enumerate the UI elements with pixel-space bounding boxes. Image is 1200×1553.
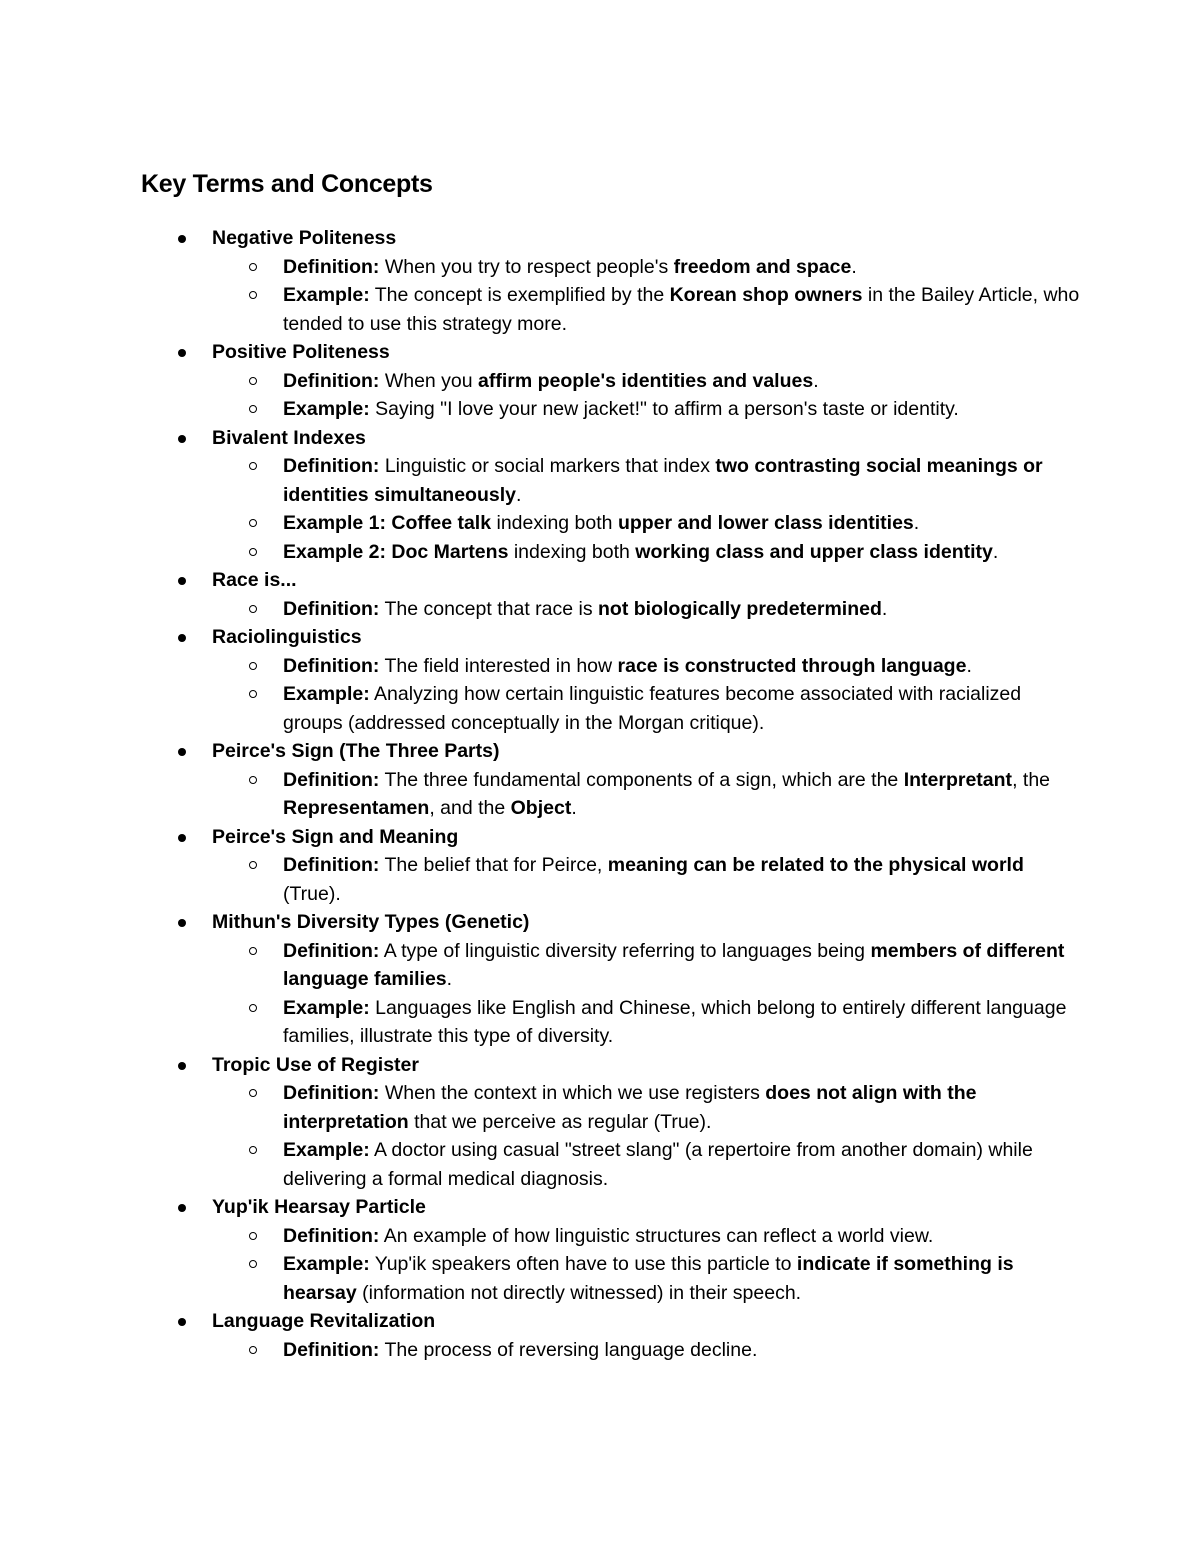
term-detail-item — [0, 509, 1200, 538]
term-details-list — [0, 1336, 1200, 1365]
detail-text: . — [813, 369, 819, 392]
term-item — [0, 1051, 1200, 1194]
term-heading — [0, 1307, 1200, 1336]
detail-text: Saying "I love your new jacket!" to affirm a person's taste or identity. — [369, 398, 959, 420]
detail-text: When the context in which we use registers — [379, 1082, 766, 1104]
detail-text: The concept is exemplified by the — [369, 284, 670, 306]
bold-text: freedom and space — [673, 255, 852, 278]
bold-text: members of different language families — [283, 939, 1065, 990]
bold-text: Object — [510, 797, 572, 819]
filled-bullet-icon — [178, 1318, 186, 1326]
term-heading — [0, 908, 1200, 937]
bold-text: Definition: — [283, 455, 380, 477]
term-details-list — [0, 766, 1200, 823]
term-detail-item — [0, 994, 1200, 1051]
bold-text: Definition: — [283, 854, 380, 876]
hollow-bullet-icon — [249, 548, 257, 556]
term-detail-item — [0, 766, 1200, 823]
term-heading — [0, 623, 1200, 652]
bold-text: Example 2: Doc Martens — [283, 540, 509, 563]
hollow-bullet-icon — [249, 462, 257, 470]
bold-text: Example: — [283, 1253, 370, 1275]
term-detail-item — [0, 281, 1200, 338]
bold-text: working class and upper class identity — [635, 540, 993, 563]
term-item — [0, 224, 1200, 338]
term-label: Language Revitalization — [212, 1310, 436, 1332]
detail-text: A type of linguistic diversity referring to languages being — [379, 939, 871, 962]
term-details-list — [0, 851, 1200, 908]
detail-text: Linguistic or social markers that index — [379, 455, 716, 477]
bold-text: meaning can be related to the physical world — [607, 854, 1024, 876]
term-details-list — [0, 1222, 1200, 1308]
filled-bullet-icon — [178, 349, 186, 357]
bold-text: affirm people's identities and values — [478, 369, 814, 392]
detail-text: in the Bailey Article, who tended to use this strategy more. — [283, 284, 1080, 335]
detail-text: The concept that race is — [379, 597, 599, 620]
term-details-list — [0, 452, 1200, 566]
hollow-bullet-icon — [249, 1089, 257, 1097]
page-title: Key Terms and Concepts — [141, 170, 433, 198]
hollow-bullet-icon — [249, 1146, 257, 1154]
hollow-bullet-icon — [249, 1346, 257, 1354]
term-detail-item — [0, 1250, 1200, 1307]
term-details-list — [0, 1079, 1200, 1193]
term-detail-item — [0, 1222, 1200, 1251]
detail-text: Languages like English and Chinese, which belong to entirely different language families, illustrate this type of diversity. — [283, 996, 1067, 1047]
bold-text: upper and lower class identities — [617, 512, 914, 534]
filled-bullet-icon — [178, 748, 186, 756]
term-item — [0, 424, 1200, 567]
detail-text: . — [966, 654, 972, 677]
bold-text: race is constructed through language — [617, 654, 967, 677]
term-label: Negative Politeness — [212, 227, 397, 249]
detail-text: , the — [1012, 768, 1051, 791]
bold-text: Example: — [283, 398, 370, 420]
term-label: Tropic Use of Register — [212, 1053, 419, 1076]
bold-text: two contrasting social meanings or identities simultaneously — [283, 455, 1043, 506]
term-details-list — [0, 367, 1200, 424]
detail-text: When you — [379, 369, 479, 392]
filled-bullet-icon — [178, 634, 186, 642]
hollow-bullet-icon — [249, 377, 257, 385]
detail-text: , and the — [429, 797, 511, 819]
bold-text: not biologically predetermined — [598, 597, 882, 620]
term-detail-item — [0, 851, 1200, 908]
detail-text: (information not directly witnessed) in their speech. — [356, 1281, 802, 1304]
filled-bullet-icon — [178, 834, 186, 842]
term-heading — [0, 823, 1200, 852]
detail-text: Yup'ik speakers often have to use this particle to — [369, 1253, 797, 1275]
filled-bullet-icon — [178, 919, 186, 927]
detail-text: The field interested in how — [379, 654, 618, 677]
detail-text: Analyzing how certain linguistic features become associated with racialized groups (addressed conceptually in the Morgan critique). — [283, 683, 1022, 734]
term-details-list — [0, 595, 1200, 624]
detail-text: The three fundamental components of a sign, which are the — [379, 768, 904, 791]
term-detail-item — [0, 452, 1200, 509]
detail-text: indexing both — [508, 540, 636, 563]
term-heading — [0, 1193, 1200, 1222]
term-item — [0, 623, 1200, 737]
bold-text: indicate if something is hearsay — [283, 1253, 1014, 1304]
term-label: Peirce's Sign and Meaning — [212, 825, 459, 848]
bold-text: Example: — [283, 284, 370, 306]
term-label: Raciolinguistics — [212, 626, 362, 648]
detail-text: The belief that for Peirce, — [379, 854, 608, 876]
hollow-bullet-icon — [249, 690, 257, 698]
bold-text: does not align with the interpretation — [283, 1082, 977, 1133]
term-label: Yup'ik Hearsay Particle — [212, 1196, 426, 1218]
term-item — [0, 823, 1200, 909]
term-detail-item — [0, 367, 1200, 396]
hollow-bullet-icon — [249, 1260, 257, 1268]
detail-text: . — [446, 968, 453, 990]
detail-text: The process of reversing language decline. — [379, 1338, 758, 1361]
term-item — [0, 1193, 1200, 1307]
bold-text: Definition: — [283, 939, 380, 962]
detail-text: When you try to respect people's — [379, 255, 674, 278]
term-heading — [0, 224, 1200, 253]
hollow-bullet-icon — [249, 662, 257, 670]
hollow-bullet-icon — [249, 291, 257, 299]
term-label: Bivalent Indexes — [212, 426, 366, 449]
hollow-bullet-icon — [249, 947, 257, 955]
bold-text: Example: — [283, 683, 370, 705]
bold-text: Definition: — [283, 369, 380, 392]
term-heading — [0, 737, 1200, 766]
detail-text: (True). — [283, 882, 341, 905]
term-label: Peirce's Sign (The Three Parts) — [212, 740, 500, 762]
term-item — [0, 1307, 1200, 1364]
detail-text: An example of how linguistic structures can reflect a world view. — [379, 1224, 934, 1247]
filled-bullet-icon — [178, 235, 186, 243]
bold-text: Definition: — [283, 768, 380, 791]
bold-text: Example: — [283, 1139, 370, 1161]
term-details-list — [0, 253, 1200, 339]
bold-text: Example 1: Coffee talk — [283, 512, 492, 534]
term-detail-item — [0, 538, 1200, 567]
term-detail-item — [0, 1136, 1200, 1193]
term-detail-item — [0, 1336, 1200, 1365]
term-detail-item — [0, 395, 1200, 424]
filled-bullet-icon — [178, 435, 186, 443]
bold-text: Definition: — [283, 654, 380, 677]
term-detail-item — [0, 1079, 1200, 1136]
detail-text: indexing both — [491, 512, 618, 534]
filled-bullet-icon — [178, 577, 186, 585]
detail-text: . — [851, 255, 857, 278]
bold-text: Korean shop owners — [669, 284, 863, 306]
term-heading — [0, 424, 1200, 453]
detail-text: . — [571, 797, 577, 819]
bold-text: Definition: — [283, 1082, 380, 1104]
term-item — [0, 338, 1200, 424]
bold-text: Definition: — [283, 1338, 380, 1361]
hollow-bullet-icon — [249, 861, 257, 869]
term-item — [0, 737, 1200, 823]
detail-text: . — [881, 597, 888, 620]
key-terms-list — [0, 224, 1200, 1364]
detail-text: A doctor using casual "street slang" (a repertoire from another domain) while delivering a formal medical diagnosis. — [283, 1139, 1033, 1190]
hollow-bullet-icon — [249, 519, 257, 527]
bold-text: Definition: — [283, 597, 380, 620]
filled-bullet-icon — [178, 1062, 186, 1070]
term-details-list — [0, 652, 1200, 738]
term-detail-item — [0, 253, 1200, 282]
term-detail-item — [0, 652, 1200, 681]
term-detail-item — [0, 680, 1200, 737]
term-heading — [0, 1051, 1200, 1080]
term-detail-item — [0, 595, 1200, 624]
hollow-bullet-icon — [249, 605, 257, 613]
term-item — [0, 566, 1200, 623]
bold-text: Definition: — [283, 255, 380, 278]
detail-text: . — [992, 540, 999, 563]
filled-bullet-icon — [178, 1204, 186, 1212]
detail-text: that we perceive as regular (True). — [408, 1110, 712, 1133]
hollow-bullet-icon — [249, 405, 257, 413]
term-heading — [0, 566, 1200, 595]
term-heading — [0, 338, 1200, 367]
hollow-bullet-icon — [249, 1232, 257, 1240]
detail-text: . — [913, 512, 920, 534]
bold-text: Interpretant — [903, 768, 1013, 791]
hollow-bullet-icon — [249, 776, 257, 784]
bold-text: Representamen — [283, 797, 430, 819]
term-label: Race is... — [212, 569, 297, 591]
hollow-bullet-icon — [249, 263, 257, 271]
bold-text: Example: — [283, 996, 370, 1019]
detail-text: . — [515, 483, 522, 506]
term-detail-item — [0, 937, 1200, 994]
term-label: Positive Politeness — [212, 341, 390, 363]
hollow-bullet-icon — [249, 1004, 257, 1012]
term-details-list — [0, 937, 1200, 1051]
term-item — [0, 908, 1200, 1051]
term-label: Mithun's Diversity Types (Genetic) — [212, 911, 530, 933]
bold-text: Definition: — [283, 1224, 380, 1247]
